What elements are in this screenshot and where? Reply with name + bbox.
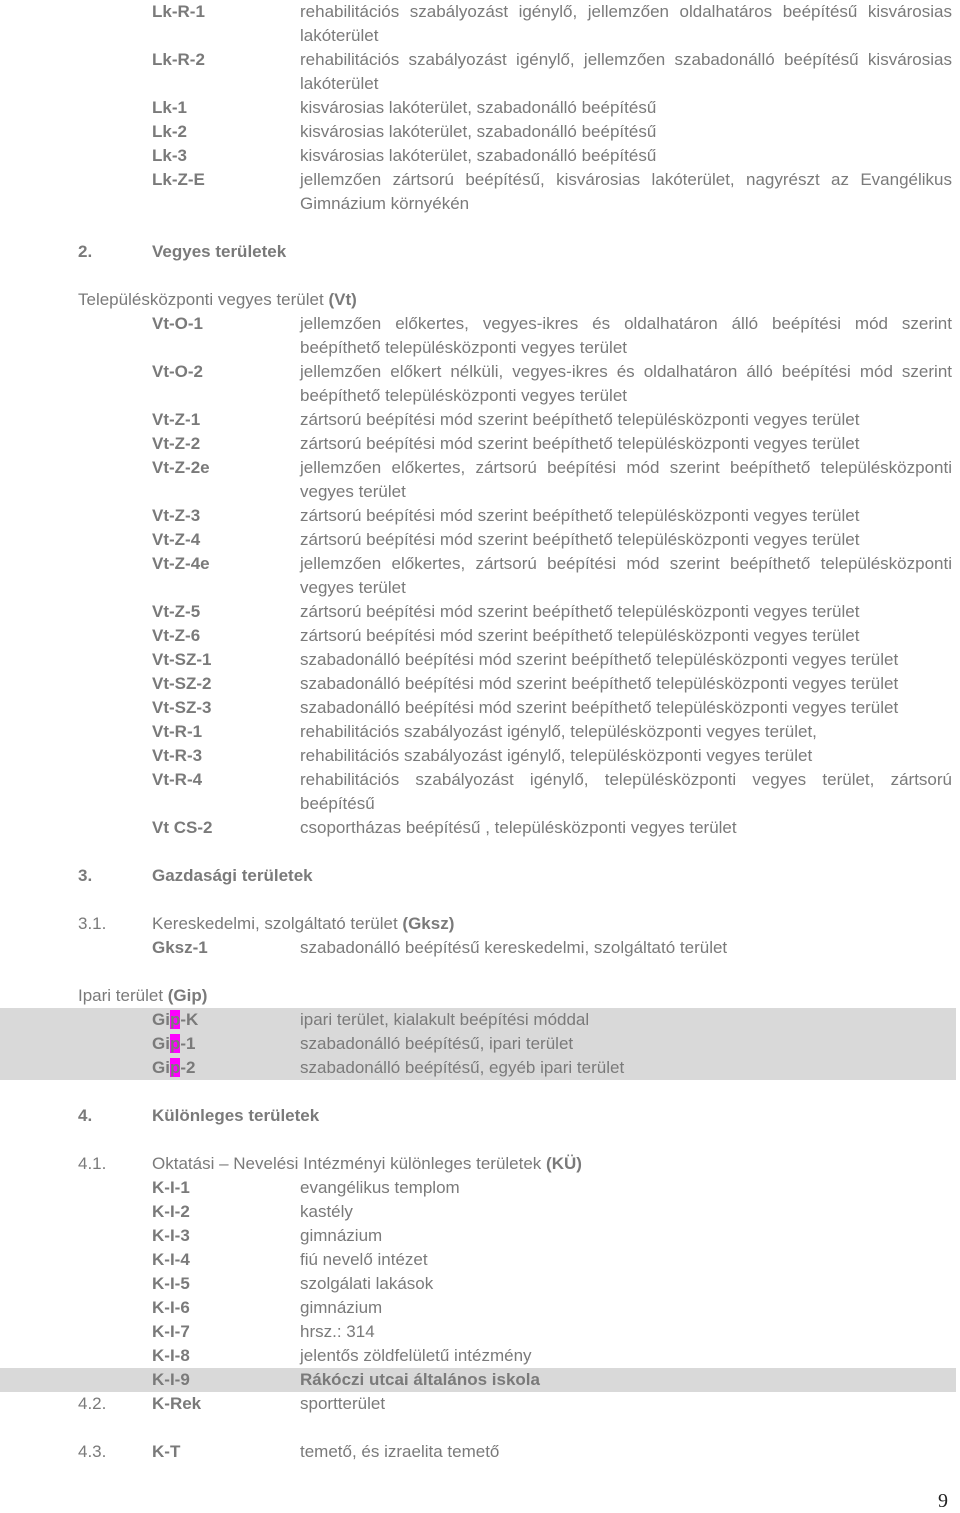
zone-description: kisvárosias lakóterület, szabadonálló beépítésű	[300, 146, 657, 165]
zone-description: jellemzően előkertes, zártsorú beépítési mód szerint beépíthető településközponti vegyes terület	[300, 458, 952, 501]
page-number: 9	[938, 1490, 948, 1512]
zone-code: K-I-4	[152, 1250, 190, 1269]
zone-code: Vt-Z-5	[152, 602, 201, 621]
zone-description: szabadonálló beépítési mód szerint beépíthető településközponti vegyes terület	[300, 698, 899, 717]
zone-description: szabadonálló beépítési mód szerint beépíthető településközponti vegyes terület	[300, 674, 899, 693]
zone-code: Vt-R-3	[152, 746, 203, 765]
zone-description: szabadonálló beépítési mód szerint beépíthető településközponti vegyes terület	[300, 650, 899, 669]
zone-code: Vt-Z-1	[152, 410, 201, 429]
zone-code: Gip-2	[152, 1058, 196, 1077]
section-title: Vegyes területek	[152, 242, 287, 261]
zone-code: K-I-5	[152, 1274, 190, 1293]
zone-description: Rákóczi utcai általános iskola	[300, 1370, 540, 1389]
zone-code: Lk-1	[152, 98, 187, 117]
zone-description: hrsz.: 314	[300, 1322, 375, 1341]
zone-code: Vt-O-2	[152, 362, 203, 381]
zone-code: Vt-Z-2e	[152, 458, 210, 477]
zone-code: K-I-7	[152, 1322, 190, 1341]
zone-description: sportterület	[300, 1394, 386, 1413]
zone-description: szolgálati lakások	[300, 1274, 434, 1293]
zone-code: K-I-3	[152, 1226, 190, 1245]
zone-code: K-I-9	[152, 1370, 190, 1389]
zone-code: Vt-Z-2	[152, 434, 201, 453]
subsection-title: Ipari terület	[78, 986, 168, 1005]
zone-description: evangélikus templom	[300, 1178, 460, 1197]
zone-description: zártsorú beépítési mód szerint beépíthető településközponti vegyes terület	[300, 434, 860, 453]
subsection-abbr: (Gksz)	[402, 914, 455, 933]
zone-code: Vt-R-4	[152, 770, 203, 789]
zone-description: gimnázium	[300, 1298, 383, 1317]
zone-description: kastély	[300, 1202, 353, 1221]
subsection-number: 4.2.	[78, 1394, 107, 1413]
subsection-abbr: (KÜ)	[546, 1154, 582, 1173]
section-number: 3.	[78, 866, 93, 885]
zone-description: rehabilitációs szabályozást igénylő, jellemzően szabadonálló beépítésű kisvárosias lakóterület	[300, 50, 952, 93]
zone-code: K-I-2	[152, 1202, 190, 1221]
zone-code: Vt-Z-4e	[152, 554, 210, 573]
zone-code: Vt-SZ-3	[152, 698, 212, 717]
zone-code: K-Rek	[152, 1394, 202, 1413]
zone-description: jellemzően előkert nélküli, vegyes-ikres és oldalhatáron álló beépítési mód szerint beépíthető településközponti vegyes terület	[300, 362, 952, 405]
zone-code: Vt CS-2	[152, 818, 213, 837]
subsection-abbr: (Vt)	[328, 290, 357, 309]
zone-code: Lk-2	[152, 122, 187, 141]
subsection-number: 4.3.	[78, 1442, 107, 1461]
zone-code: Lk-R-2	[152, 50, 205, 69]
zone-description: temető, és izraelita temető	[300, 1442, 500, 1461]
zone-description: rehabilitációs szabályozást igénylő, településközponti vegyes terület	[300, 746, 813, 765]
zone-code: Gip-K	[152, 1010, 199, 1029]
zone-description: jellemzően előkertes, vegyes-ikres és oldalhatáron álló beépítési mód szerint beépíthető településközponti vegyes terület	[300, 314, 952, 357]
zone-code: K-I-1	[152, 1178, 190, 1197]
zone-code: Lk-R-1	[152, 2, 205, 21]
zone-description: zártsorú beépítési mód szerint beépíthető településközponti vegyes terület	[300, 410, 860, 429]
subsection-abbr: (Gip)	[167, 986, 208, 1005]
zone-code: Vt-O-1	[152, 314, 203, 333]
zone-code: Vt-Z-4	[152, 530, 201, 549]
zone-description: szabadonálló beépítésű kereskedelmi, szolgáltató terület	[300, 938, 728, 957]
subsection-number: 4.1.	[78, 1154, 107, 1173]
zone-description: jelentős zöldfelületű intézmény	[300, 1346, 532, 1365]
zone-code: Gip-1	[152, 1034, 196, 1053]
zone-description: rehabilitációs szabályozást igénylő, jellemzően oldalhatáros beépítésű kisvárosias lakóterület	[300, 2, 952, 45]
zone-description: zártsorú beépítési mód szerint beépíthető településközponti vegyes terület	[300, 626, 860, 645]
zone-code: Vt-R-1	[152, 722, 203, 741]
section-number: 4.	[78, 1106, 93, 1125]
zone-description: zártsorú beépítési mód szerint beépíthető településközponti vegyes terület	[300, 530, 860, 549]
zone-code: K-I-8	[152, 1346, 190, 1365]
zone-code: Vt-SZ-2	[152, 674, 212, 693]
zone-code: K-T	[152, 1442, 181, 1461]
zone-code: K-I-6	[152, 1298, 190, 1317]
subsection-title: Településközponti vegyes terület	[78, 290, 329, 309]
zone-code: Gksz-1	[152, 938, 208, 957]
zone-description: ipari terület, kialakult beépítési móddal	[300, 1010, 590, 1029]
zone-description: fiú nevelő intézet	[300, 1250, 428, 1269]
zone-description: kisvárosias lakóterület, szabadonálló beépítésű	[300, 98, 657, 117]
zone-description: kisvárosias lakóterület, szabadonálló beépítésű	[300, 122, 657, 141]
section-title: Különleges területek	[152, 1106, 320, 1125]
subsection-title: Kereskedelmi, szolgáltató terület	[152, 914, 403, 933]
zone-code: Lk-3	[152, 146, 187, 165]
subsection-title: Oktatási – Nevelési Intézményi különleges területek	[152, 1154, 547, 1173]
zone-description: gimnázium	[300, 1226, 383, 1245]
zone-description: jellemzően zártsorú beépítésű, kisvárosias lakóterület, nagyrészt az Evangélikus Gimnázium környékén	[300, 170, 952, 213]
zone-code: Vt-Z-3	[152, 506, 201, 525]
zone-code: Vt-Z-6	[152, 626, 201, 645]
zone-description: zártsorú beépítési mód szerint beépíthető településközponti vegyes terület	[300, 602, 860, 621]
section-title: Gazdasági területek	[152, 866, 313, 885]
zone-description: szabadonálló beépítésű, egyéb ipari terület	[300, 1058, 625, 1077]
zone-code: Lk-Z-E	[152, 170, 205, 189]
zone-description: jellemzően előkertes, zártsorú beépítési mód szerint beépíthető településközponti vegyes terület	[300, 554, 952, 597]
zone-description: rehabilitációs szabályozást igénylő, településközponti vegyes terület,	[300, 722, 817, 741]
zone-code: Vt-SZ-1	[152, 650, 212, 669]
zone-description: szabadonálló beépítésű, ipari terület	[300, 1034, 574, 1053]
zone-description: rehabilitációs szabályozást igénylő, településközponti vegyes terület, zártsorú beépítésű	[300, 770, 952, 813]
zone-description: zártsorú beépítési mód szerint beépíthető településközponti vegyes terület	[300, 506, 860, 525]
section-number: 2.	[78, 242, 93, 261]
zone-description: csoportházas beépítésű , településközponti vegyes terület	[300, 818, 737, 837]
subsection-number: 3.1.	[78, 914, 107, 933]
